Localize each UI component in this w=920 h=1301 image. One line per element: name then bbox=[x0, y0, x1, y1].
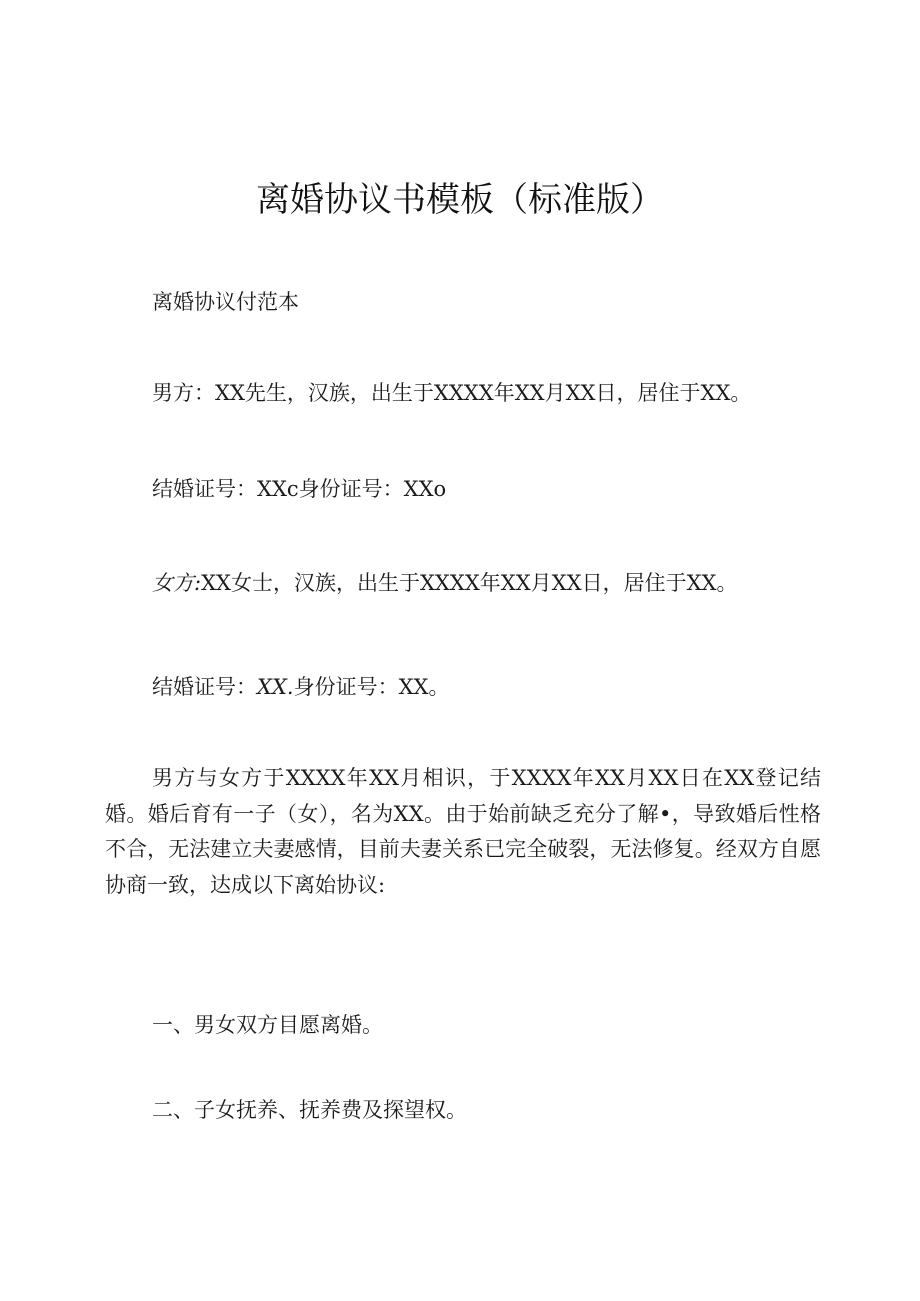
woman-label: 女方: bbox=[152, 571, 202, 595]
document-title: 离婚协议书模板（标准版） bbox=[256, 180, 664, 220]
man-info: 男方：XX先生，汉族，出生于XXXX年XX月XX日，居住于XX。 bbox=[152, 381, 752, 405]
clause-2: 二、子女抚养、抚养费及探望权。 bbox=[152, 1098, 467, 1122]
woman-info bbox=[152, 568, 737, 598]
document-subtitle: 离婚协议付范本 bbox=[152, 290, 299, 314]
woman-certificate bbox=[152, 672, 449, 702]
man-certificate: 结婚证号：XXc身份证号：XXo bbox=[152, 477, 447, 501]
intro-paragraph: 男方与女方于XXXX年XX月相识，于XXXX年XX月XX日在XX登记结婚。婚后育有一子（女），名为XX。由于始前缺乏充分了解•，导致婚后性格不合，无法建立夫妻感情，目前夫妻关系已完全破裂，无法修复。经双方自愿协商一致，达成以下离始协议: bbox=[105, 766, 821, 897]
woman-cert-label: 结婚证号： bbox=[152, 675, 257, 699]
woman-info-text: XX女士，汉族，出生于XXXX年XX月XX日，居住于XX。 bbox=[201, 571, 738, 595]
woman-cert-rest: 身份证号：XX。 bbox=[293, 675, 450, 699]
clause-1: 一、男女双方目愿离婚。 bbox=[152, 1013, 383, 1037]
woman-cert-value: XX. bbox=[257, 675, 294, 699]
